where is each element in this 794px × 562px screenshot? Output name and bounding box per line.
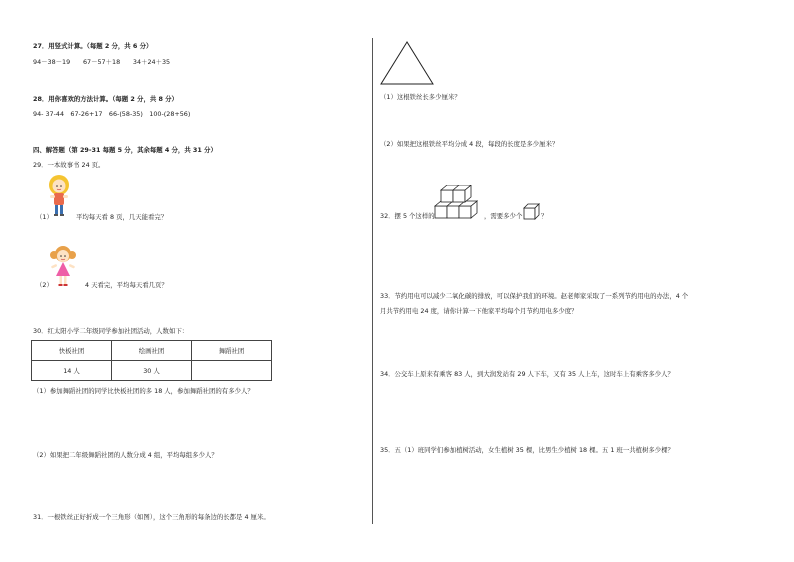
q28-title: 28．用你喜欢的方法计算。（每题 2 分，共 8 分） <box>33 95 178 103</box>
q31-sub1: （1）这根铁丝长多少厘米？ <box>380 93 461 101</box>
table-header-row <box>32 341 272 361</box>
q30-sub1: （1）参加舞蹈社团的同学比快板社团的多 18 人，参加舞蹈社团的有多少人？ <box>33 387 254 395</box>
cube-stack-icon <box>434 185 484 219</box>
girl-reading-icon <box>46 174 72 218</box>
table-header-cell: 绘画社团 <box>112 341 192 361</box>
q31-sub2: （2）如果把这根铁丝平均分成 4 段，每段的长度是多少厘米？ <box>380 140 559 148</box>
table-cell: 14 人 <box>32 361 112 381</box>
q29-sub1-number: （1） <box>36 213 53 221</box>
q29-sub2-text: 4 天看完，平均每天看几页？ <box>85 281 168 289</box>
q33-line1: 33．节约用电可以减少二氧化碳的排放，可以保护我们的环境。赵老师家采取了一系列节约用电的办法，4 个 <box>380 292 689 300</box>
q33-line2: 月共节约用电 24 度，请你计算一下他家平均每个月节约用电多少度？ <box>380 307 578 315</box>
q35-text: 35．五（1）班同学们参加植树活动，女生植树 35 棵，比男生少植树 18 棵。五 1 班一共植树多少棵？ <box>380 446 674 454</box>
table-header-cell: 快板社团 <box>32 341 112 361</box>
table-cell: 30 人 <box>112 361 192 381</box>
clubs-table <box>31 340 272 381</box>
q32-text-c: ？ <box>541 212 548 220</box>
q27-title: 27．用竖式计算。（每题 2 分，共 6 分） <box>33 42 153 50</box>
table-header-cell: 舞蹈社团 <box>192 341 272 361</box>
section4-title: 四、解答题（第 29-31 每题 5 分，其余每题 4 分，共 31 分） <box>33 146 217 154</box>
q27-expressions: 94－38－19 67－57＋18 34＋24＋35 <box>33 58 171 66</box>
column-divider <box>372 38 373 524</box>
triangle-icon <box>379 40 435 86</box>
q29-sub1-text: 平均每天看 8 页，几天能看完？ <box>76 213 168 221</box>
cube-icon <box>523 203 541 221</box>
q28-expressions: 94- 37-44 67-26+17 66-(58-35) 100-(28+56) <box>33 110 191 118</box>
q29-sub2-number: （2） <box>36 281 53 289</box>
q31-title: 31．一根铁丝正好折成一个三角形（如图），这个三角形的每条边的长都是 4 厘米。 <box>33 513 270 521</box>
q34-text: 34．公交车上原来有乘客 83 人，到大润发站有 29 人下车，又有 35 人上车，这时车上有乘客多少人？ <box>380 370 674 378</box>
table-row <box>32 361 272 381</box>
q32-text-b: ，需要多少个 <box>484 212 523 220</box>
q29-title: 29．一本故事书 24 页。 <box>33 161 105 169</box>
table-cell <box>192 361 272 381</box>
q30-sub2: （2）如果把二年级舞蹈社团的人数分成 4 组，平均每组多少人？ <box>33 451 218 459</box>
q32-text-a: 32．摆 5 个这样的 <box>380 212 435 220</box>
q30-title: 30．红太阳小学二年级同学参加社团活动，人数如下： <box>33 327 189 335</box>
